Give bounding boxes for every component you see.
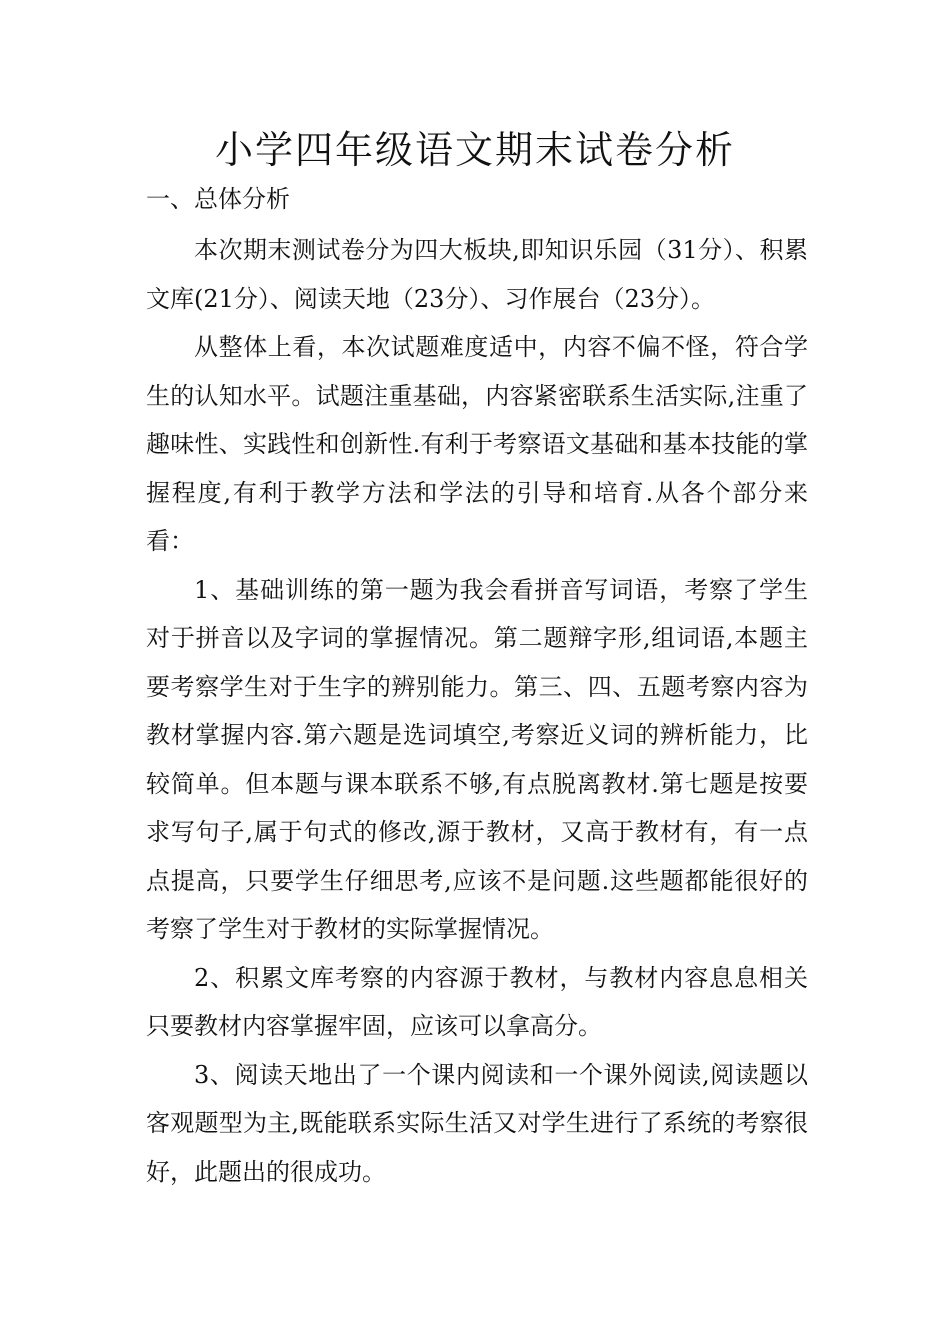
document-title: 小学四年级语文期末试卷分析 [214,128,735,172]
paragraph-reading: 3、阅读天地出了一个课内阅读和一个课外阅读,阅读题以客观题型为主,既能联系实际生活又对学生进行了系统的考察很好，此题出的很成功。 [146,1060,808,1186]
paragraph-basic-training: 1、基础训练的第一题为我会看拼音写词语，考察了学生对于拼音以及字词的掌握情况。第二题辩字形,组词语,本题主要考察学生对于生字的辨别能力。第三、四、五题考察内容为教材掌握内容.第六题是选词填空,考察近义词的辨析能力，比较简单。但本题与课本联系不够,有点脱离教材.第七题是按要求写句子,属于句式的修改,源于教材，又高于教材有，有一点点提高，只要学生仔细思考,应该不是问题.这些题都能很好的考察了学生对于教材的实际掌握情况。 [146,575,808,943]
paragraph-overall-view: 从整体上看，本次试题难度适中，内容不偏不怪，符合学生的认知水平。试题注重基础，内容紧密联系生活实际,注重了趣味性、实践性和创新性.有利于考察语文基础和基本技能的掌握程度,有利于教学方法和学法的引导和培育.从各个部分来看： [146,333,808,555]
document-body [146,226,808,1196]
paragraph-accumulation: 2、积累文库考察的内容源于教材，与教材内容息息相关只要教材内容掌握牢固，应该可以拿高分。 [146,963,808,1040]
section-heading: 一、总体分析 [146,185,290,213]
paragraph-overview: 本次期末测试卷分为四大板块,即知识乐园（31分）、积累文库(21分）、阅读天地（23分）、习作展台（23分）。 [146,236,808,313]
